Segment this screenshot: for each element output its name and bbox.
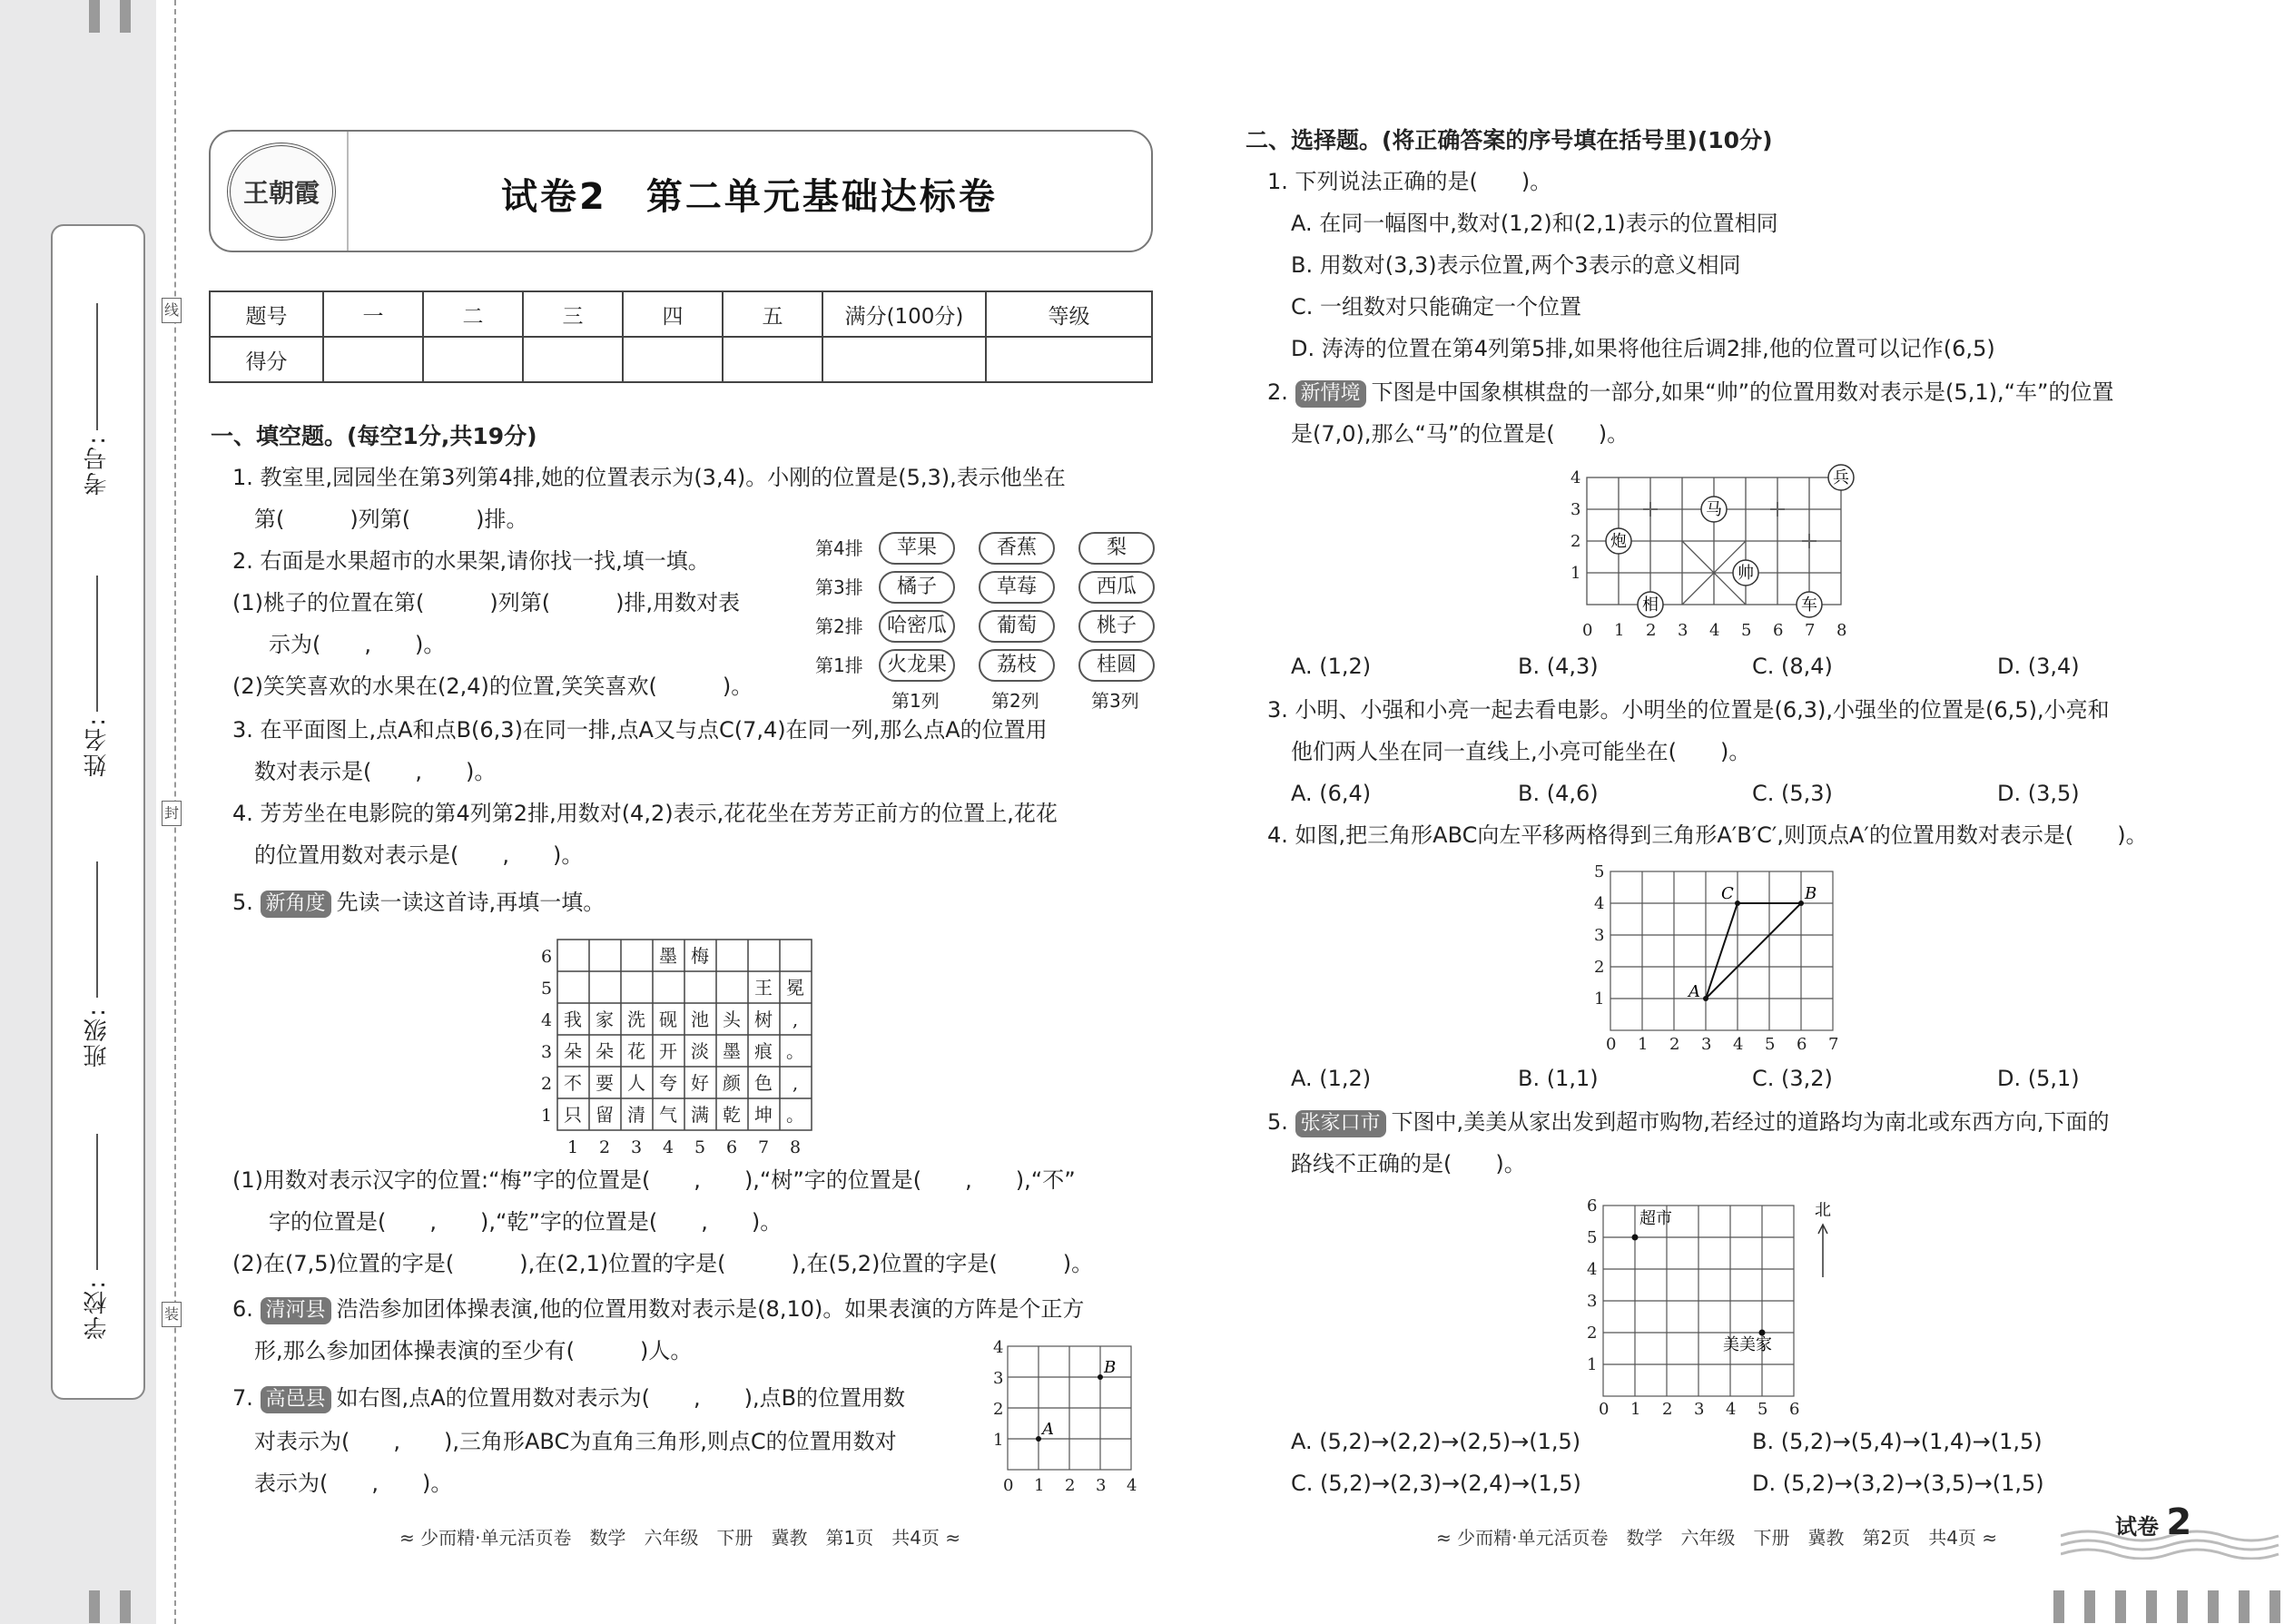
supermarket-point bbox=[1632, 1235, 1639, 1241]
s2-q3-line2: 他们两人坐在同一直线上,小亮可能坐在( )。 bbox=[1291, 739, 1751, 764]
s2-q5-line1 bbox=[1267, 1109, 2109, 1137]
poem-y-axis bbox=[541, 947, 552, 1126]
y-tick: 1 bbox=[1594, 989, 1605, 1009]
q1-line1: 1. 教室里,园园坐在第3列第4排,她的位置表示为(3,4)。小刚的位置是(5,3),表示他坐在 bbox=[232, 465, 1066, 490]
poem-char: 。 bbox=[786, 1104, 804, 1126]
poem-char: 淡 bbox=[691, 1040, 709, 1062]
s2-q2-line2: 是(7,0),那么“马”的位置是( )。 bbox=[1291, 421, 1629, 447]
fruit-cell: 桃子 bbox=[1078, 610, 1155, 643]
x-tick: 6 bbox=[725, 1137, 738, 1157]
q7-line3: 表示为( , )。 bbox=[254, 1471, 453, 1496]
s2-q2-option-a[interactable]: A. (1,2) bbox=[1291, 654, 1372, 679]
q1-line2: 第( )列第( )排。 bbox=[254, 507, 528, 532]
x-tick: 1 bbox=[566, 1137, 579, 1157]
piece-ma-label: 马 bbox=[1706, 500, 1722, 519]
poem-char: 开 bbox=[659, 1040, 677, 1062]
y-tick: 3 bbox=[1594, 926, 1605, 945]
s2-q5-option-c[interactable]: C. (5,2)→(2,3)→(2,4)→(1,5) bbox=[1291, 1471, 1581, 1496]
y-tick: 2 bbox=[1570, 532, 1581, 551]
poem-char: 夸 bbox=[659, 1072, 677, 1094]
y-tick: 6 bbox=[541, 947, 553, 967]
piece-xiang-label: 相 bbox=[1642, 595, 1659, 615]
x-tick: 0 bbox=[1003, 1476, 1014, 1495]
poem-char: 朵 bbox=[564, 1040, 582, 1062]
logo-text: 王朝霞 bbox=[242, 178, 320, 208]
q6-tag: 清河县 bbox=[261, 1297, 331, 1324]
fruit-cell: 葡萄 bbox=[979, 610, 1055, 643]
fruit-cell: 苹果 bbox=[879, 532, 955, 565]
q6-line2: 形,那么参加团体操表演的至少有( )人。 bbox=[254, 1338, 693, 1363]
x-tick: 4 bbox=[1127, 1476, 1137, 1495]
s2-q5-option-b[interactable]: B. (5,2)→(5,4)→(1,4)→(1,5) bbox=[1752, 1429, 2043, 1454]
score-row-label: 得分 bbox=[210, 337, 323, 382]
poem-char: 痕 bbox=[754, 1040, 773, 1062]
fruit-cell: 桂圆 bbox=[1078, 649, 1155, 682]
shelf-row-label: 第3排 bbox=[815, 576, 863, 598]
fruit-cell: 橘子 bbox=[879, 571, 955, 604]
school-line[interactable] bbox=[96, 1134, 98, 1270]
q2-1-line1: (1)桃子的位置在第( )列第( )排,用数对表 bbox=[232, 590, 741, 615]
q7-tag: 高邑县 bbox=[261, 1386, 331, 1413]
y-tick: 4 bbox=[541, 1010, 553, 1030]
map-grid bbox=[1580, 1194, 1852, 1416]
x-tick: 3 bbox=[630, 1137, 643, 1157]
s2-q4-option-b[interactable]: B. (1,1) bbox=[1518, 1066, 1599, 1091]
s2-q2-option-b[interactable]: B. (4,3) bbox=[1518, 654, 1599, 679]
poem-char: 洗 bbox=[627, 1009, 645, 1030]
shelf-row-label: 第2排 bbox=[815, 615, 863, 637]
piece-bing-label: 兵 bbox=[1833, 468, 1849, 487]
y-tick: 1 bbox=[993, 1431, 1004, 1450]
name-label: 姓名: bbox=[84, 716, 111, 777]
q3-line1: 3. 在平面图上,点A和点B(6,3)在同一排,点A又与点C(7,4)在同一列,那么点A的位置用 bbox=[232, 717, 1048, 743]
chess-board bbox=[1561, 463, 1870, 645]
score-cell[interactable] bbox=[723, 337, 822, 382]
q5-tag: 新角度 bbox=[261, 891, 331, 918]
s2-q5-number: 5. bbox=[1267, 1109, 1288, 1135]
s2-q2-option-d[interactable]: D. (3,4) bbox=[1997, 654, 2080, 679]
q2-2-text: (2)笑笑喜欢的水果在(2,4)的位置,笑笑喜欢( )。 bbox=[232, 674, 753, 699]
y-tick: 2 bbox=[541, 1074, 553, 1094]
poem-char: 留 bbox=[596, 1104, 614, 1126]
x-tick: 2 bbox=[1669, 1035, 1680, 1054]
x-tick: 5 bbox=[694, 1137, 706, 1157]
x-tick: 7 bbox=[1828, 1035, 1839, 1054]
cut-mark-bind: 装 bbox=[162, 1302, 182, 1327]
poem-char: 墨 bbox=[723, 1040, 741, 1062]
x-tick: 1 bbox=[1638, 1035, 1649, 1054]
shelf-col-label: 第1列 bbox=[891, 690, 940, 712]
poem-char: , bbox=[792, 1072, 799, 1094]
s2-q1: 1. 下列说法正确的是( )。 bbox=[1267, 169, 1552, 194]
x-tick: 3 bbox=[1701, 1035, 1712, 1054]
fruit-cell: 西瓜 bbox=[1078, 571, 1155, 604]
poem-char: 墨 bbox=[659, 945, 677, 967]
cut-mark-seal: 封 bbox=[162, 801, 182, 826]
top-ticks bbox=[89, 0, 131, 33]
q7-grid bbox=[989, 1334, 1153, 1498]
s2-q5-option-a[interactable]: A. (5,2)→(2,2)→(2,5)→(1,5) bbox=[1291, 1429, 1581, 1454]
poem-char: 王 bbox=[754, 977, 773, 999]
x-tick: 2 bbox=[598, 1137, 611, 1157]
x-tick: 4 bbox=[1733, 1035, 1744, 1054]
s2-q4-option-d[interactable]: D. (5,1) bbox=[1997, 1066, 2080, 1091]
poem-char: 人 bbox=[627, 1072, 645, 1094]
y-tick: 3 bbox=[1587, 1292, 1598, 1311]
y-tick: 3 bbox=[993, 1369, 1004, 1388]
poem-char: 好 bbox=[691, 1072, 709, 1094]
piece-shuai-label: 帅 bbox=[1738, 564, 1754, 583]
poem-char: 只 bbox=[564, 1104, 582, 1126]
score-row bbox=[210, 337, 1152, 382]
fruit-cell: 荔枝 bbox=[979, 649, 1055, 682]
vertex-b bbox=[1798, 901, 1804, 906]
s2-q5-tag: 张家口市 bbox=[1295, 1110, 1386, 1137]
q7-line1 bbox=[232, 1385, 905, 1413]
y-tick: 4 bbox=[1594, 894, 1605, 913]
q5-1-line2: 字的位置是( , ),“乾”字的位置是( , )。 bbox=[269, 1209, 783, 1235]
x-tick: 3 bbox=[1096, 1476, 1107, 1495]
s2-q2-tag: 新情境 bbox=[1295, 380, 1366, 408]
poem-char: 池 bbox=[691, 1009, 709, 1030]
class-label: 班级: bbox=[84, 1007, 111, 1068]
vertex-a-label: A bbox=[1689, 982, 1700, 1001]
poem-char: 坤 bbox=[754, 1104, 773, 1126]
q6-prompt: 浩浩参加团体操表演,他的位置用数对表示是(8,10)。如果表演的方阵是个正方 bbox=[336, 1296, 1085, 1322]
shelf-row-label: 第4排 bbox=[815, 537, 863, 559]
exam-number-label: 考号: bbox=[84, 435, 111, 496]
piece-che-label: 车 bbox=[1801, 595, 1817, 615]
student-info-box bbox=[51, 224, 145, 1400]
q7-prompt: 如右图,点A的位置用数对表示为( , ),点B的位置用数 bbox=[336, 1385, 906, 1411]
s2-q4-text: 4. 如图,把三角形ABC向左平移两格得到三角形A′B′C′,则顶点A′的位置用数对表示是( )。 bbox=[1267, 822, 2148, 848]
poem-char: 满 bbox=[691, 1104, 709, 1126]
shelf-col-label: 第3列 bbox=[1091, 690, 1139, 712]
q3-line2: 数对表示是( , )。 bbox=[254, 759, 497, 784]
q5-1-line1: (1)用数对表示汉字的位置:“梅”字的位置是( , ),“树”字的位置是( , ),“不” bbox=[232, 1167, 1076, 1193]
q4-line1: 4. 芳芳坐在电影院的第4列第2排,用数对(4,2)表示,花花坐在芳芳正前方的位置上,花花 bbox=[232, 801, 1058, 826]
poem-char: 不 bbox=[564, 1072, 582, 1094]
score-header: 五 bbox=[723, 291, 822, 337]
s2-q3-option-a[interactable]: A. (6,4) bbox=[1291, 781, 1372, 806]
s2-q1-option-c[interactable]: C. 一组数对只能确定一个位置 bbox=[1291, 294, 1582, 320]
y-tick: 5 bbox=[1594, 862, 1605, 881]
score-header-row bbox=[210, 291, 1152, 337]
page-badge bbox=[2115, 1501, 2191, 1543]
bottom-ticks bbox=[89, 1590, 131, 1623]
poem-char: 我 bbox=[564, 1009, 582, 1030]
x-tick: 2 bbox=[1662, 1400, 1673, 1416]
poem-char: 砚 bbox=[659, 1009, 677, 1030]
point-b-label: B bbox=[1104, 1358, 1117, 1377]
map-grid-lines bbox=[1603, 1206, 1794, 1396]
y-tick: 2 bbox=[993, 1400, 1004, 1419]
poem-char: 树 bbox=[754, 1009, 773, 1030]
x-tick: 7 bbox=[757, 1137, 770, 1157]
score-header: 四 bbox=[623, 291, 723, 337]
q5-number: 5. bbox=[232, 890, 253, 915]
x-tick: 2 bbox=[1065, 1476, 1076, 1495]
s2-q3-line1: 3. 小明、小强和小亮一起去看电影。小明坐的位置是(6,3),小强坐的位置是(6,5),小亮和 bbox=[1267, 697, 2110, 723]
q4-line2: 的位置用数对表示是( , )。 bbox=[254, 842, 584, 868]
poem-grid bbox=[536, 935, 826, 1162]
binding-sidebar bbox=[0, 0, 156, 1624]
x-tick: 6 bbox=[1773, 621, 1784, 640]
vertex-a bbox=[1703, 996, 1708, 1001]
shelf-col-label: 第2列 bbox=[991, 690, 1039, 712]
poem-char: 。 bbox=[786, 1040, 804, 1062]
badge-label: 试卷 bbox=[2115, 1514, 2159, 1540]
section2-heading: 二、选择题。(将正确答案的序号填在括号里)(10分) bbox=[1245, 127, 1773, 153]
poem-char: 家 bbox=[596, 1009, 614, 1030]
name-line[interactable] bbox=[96, 576, 98, 712]
x-tick: 3 bbox=[1694, 1400, 1705, 1416]
x-tick: 7 bbox=[1805, 621, 1816, 640]
point-a bbox=[1036, 1436, 1041, 1442]
poem-char: 朵 bbox=[596, 1040, 614, 1062]
q7-number: 7. bbox=[232, 1385, 253, 1411]
x-tick: 5 bbox=[1741, 621, 1752, 640]
s2-q2-number: 2. bbox=[1267, 379, 1288, 405]
score-header: 满分(100分) bbox=[822, 291, 986, 337]
x-tick: 2 bbox=[1646, 621, 1657, 640]
score-table bbox=[209, 290, 1153, 383]
s2-q4-option-a[interactable]: A. (1,2) bbox=[1291, 1066, 1372, 1091]
header-banner bbox=[209, 130, 1153, 252]
poem-char: 梅 bbox=[691, 945, 709, 967]
poem-char: 色 bbox=[754, 1072, 773, 1094]
x-tick: 8 bbox=[1836, 621, 1847, 640]
class-line[interactable] bbox=[96, 861, 98, 998]
vertex-c-label: C bbox=[1721, 884, 1734, 903]
s2-q2-line1 bbox=[1267, 379, 2113, 408]
triangle-abc bbox=[1706, 903, 1801, 999]
x-tick: 1 bbox=[1614, 621, 1625, 640]
school-label: 学校: bbox=[84, 1279, 111, 1340]
fruit-cell: 火龙果 bbox=[879, 649, 955, 682]
badge-number: 2 bbox=[2166, 1501, 2192, 1543]
s2-q1-option-a[interactable]: A. 在同一幅图中,数对(1,2)和(2,1)表示的位置相同 bbox=[1291, 211, 1778, 236]
vertex-c bbox=[1735, 901, 1740, 906]
piece-pao-label: 炮 bbox=[1610, 532, 1627, 551]
score-cell[interactable] bbox=[822, 337, 986, 382]
y-tick: 3 bbox=[1570, 500, 1581, 519]
map-axis bbox=[1587, 1196, 1799, 1416]
footer-left: ≈ 少而精·单元活页卷 数学 六年级 下册 冀教 第1页 共4页 ≈ bbox=[399, 1527, 961, 1549]
triangle-axis bbox=[1594, 862, 1838, 1054]
y-tick: 6 bbox=[1587, 1196, 1598, 1216]
score-cell[interactable] bbox=[423, 337, 523, 382]
q5-prompt: 先读一读这首诗,再填一填。 bbox=[336, 890, 605, 915]
score-header: 一 bbox=[323, 291, 423, 337]
x-tick: 3 bbox=[1678, 621, 1689, 640]
s2-q3-option-d[interactable]: D. (3,5) bbox=[1997, 781, 2080, 806]
s2-q2-option-c[interactable]: C. (8,4) bbox=[1752, 654, 1833, 679]
y-tick: 5 bbox=[541, 979, 553, 999]
q7-line2: 对表示为( , ),三角形ABC为直角三角形,则点C的位置用数对 bbox=[254, 1429, 897, 1454]
fruit-cell: 梨 bbox=[1078, 532, 1155, 565]
poem-char: 花 bbox=[627, 1040, 645, 1062]
y-tick: 4 bbox=[1587, 1260, 1598, 1279]
poem-char: 冕 bbox=[786, 977, 804, 999]
exam-number-line[interactable] bbox=[96, 303, 98, 430]
score-cell[interactable] bbox=[986, 337, 1152, 382]
s2-q5-option-d[interactable]: D. (5,2)→(3,2)→(3,5)→(1,5) bbox=[1752, 1471, 2044, 1496]
s2-q3-option-b[interactable]: B. (4,6) bbox=[1518, 781, 1599, 806]
poem-char: 头 bbox=[723, 1009, 741, 1030]
x-tick: 5 bbox=[1757, 1400, 1768, 1416]
y-tick: 4 bbox=[1570, 468, 1581, 487]
north-label: 北 bbox=[1815, 1201, 1831, 1220]
x-tick: 8 bbox=[789, 1137, 802, 1157]
s2-q3-option-c[interactable]: C. (5,3) bbox=[1752, 781, 1833, 806]
fruit-cell: 哈密瓜 bbox=[879, 610, 955, 643]
bottom-right-ticks bbox=[2053, 1590, 2280, 1623]
shelf-row-label: 第1排 bbox=[815, 655, 863, 676]
x-tick: 6 bbox=[1789, 1400, 1800, 1416]
x-tick: 0 bbox=[1599, 1400, 1610, 1416]
s2-q2-prompt: 下图是中国象棋棋盘的一部分,如果“帅”的位置用数对表示是(5,1),“车”的位置 bbox=[1371, 379, 2114, 405]
score-header: 三 bbox=[523, 291, 623, 337]
x-tick: 4 bbox=[662, 1137, 674, 1157]
q5-2-text: (2)在(7,5)位置的字是( ),在(2,1)位置的字是( ),在(5,2)位置的字是( )。 bbox=[232, 1251, 1094, 1276]
x-tick: 5 bbox=[1765, 1035, 1776, 1054]
s2-q1-option-b[interactable]: B. 用数对(3,3)表示位置,两个3表示的意义相同 bbox=[1291, 252, 1741, 278]
x-tick: 0 bbox=[1582, 621, 1593, 640]
score-header: 等级 bbox=[986, 291, 1152, 337]
s2-q4-option-c[interactable]: C. (3,2) bbox=[1752, 1066, 1833, 1091]
q6-number: 6. bbox=[232, 1296, 253, 1322]
triangle-grid bbox=[1589, 862, 1852, 1058]
publisher-logo bbox=[227, 143, 336, 241]
q6-line1 bbox=[232, 1296, 1084, 1324]
poem-char: , bbox=[792, 1009, 799, 1030]
score-header: 题号 bbox=[210, 291, 323, 337]
vertex-b-label: B bbox=[1805, 884, 1817, 903]
score-cell[interactable] bbox=[623, 337, 723, 382]
s2-q1-option-d[interactable]: D. 涛涛的位置在第4列第5排,如果将他往后调2排,他的位置可以记作(6,5) bbox=[1291, 336, 1995, 361]
q5-text bbox=[232, 890, 605, 918]
poem-char: 颜 bbox=[723, 1072, 741, 1094]
section1-heading: 一、填空题。(每空1分,共19分) bbox=[211, 423, 537, 449]
poem-char: 要 bbox=[596, 1072, 614, 1094]
y-tick: 2 bbox=[1594, 958, 1605, 977]
y-tick: 1 bbox=[541, 1106, 553, 1126]
poem-x-axis bbox=[567, 1137, 801, 1157]
y-tick: 1 bbox=[1570, 564, 1581, 583]
poem-char: 清 bbox=[627, 1104, 645, 1126]
x-tick: 1 bbox=[1630, 1400, 1641, 1416]
y-tick: 3 bbox=[541, 1042, 553, 1062]
supermarket-label: 超市 bbox=[1639, 1209, 1672, 1228]
score-header: 二 bbox=[423, 291, 523, 337]
y-tick: 5 bbox=[1587, 1228, 1598, 1247]
fruit-cell: 草莓 bbox=[979, 571, 1055, 604]
poem-char: 气 bbox=[659, 1104, 677, 1126]
point-b bbox=[1098, 1374, 1103, 1380]
page-title: 试卷2 第二单元基础达标卷 bbox=[501, 176, 998, 218]
poem-char: 乾 bbox=[723, 1104, 741, 1126]
s2-q5-line2: 路线不正确的是( )。 bbox=[1291, 1151, 1526, 1176]
q2-text: 2. 右面是水果超市的水果架,请你找一找,填一填。 bbox=[232, 548, 710, 574]
y-tick: 1 bbox=[1587, 1355, 1598, 1374]
logo-divider bbox=[347, 132, 349, 251]
x-tick: 0 bbox=[1606, 1035, 1617, 1054]
x-tick: 1 bbox=[1034, 1476, 1045, 1495]
fruit-cell: 香蕉 bbox=[979, 532, 1055, 565]
x-tick: 4 bbox=[1709, 621, 1720, 640]
s2-q5-prompt: 下图中,美美从家出发到超市购物,若经过的道路均为南北或东西方向,下面的 bbox=[1391, 1109, 2110, 1135]
poem-grid-lines bbox=[557, 940, 812, 1130]
home-label: 美美家 bbox=[1723, 1335, 1772, 1354]
y-tick: 4 bbox=[993, 1338, 1004, 1357]
score-cell[interactable] bbox=[323, 337, 423, 382]
point-a-label: A bbox=[1042, 1420, 1054, 1439]
score-cell[interactable] bbox=[523, 337, 623, 382]
footer-right: ≈ 少而精·单元活页卷 数学 六年级 下册 冀教 第2页 共4页 ≈ bbox=[1436, 1527, 1998, 1549]
x-tick: 4 bbox=[1726, 1400, 1737, 1416]
y-tick: 2 bbox=[1587, 1324, 1598, 1343]
q2-1-line2: 示为( , )。 bbox=[269, 632, 446, 657]
cut-mark-line: 线 bbox=[162, 298, 182, 323]
x-tick: 6 bbox=[1797, 1035, 1807, 1054]
